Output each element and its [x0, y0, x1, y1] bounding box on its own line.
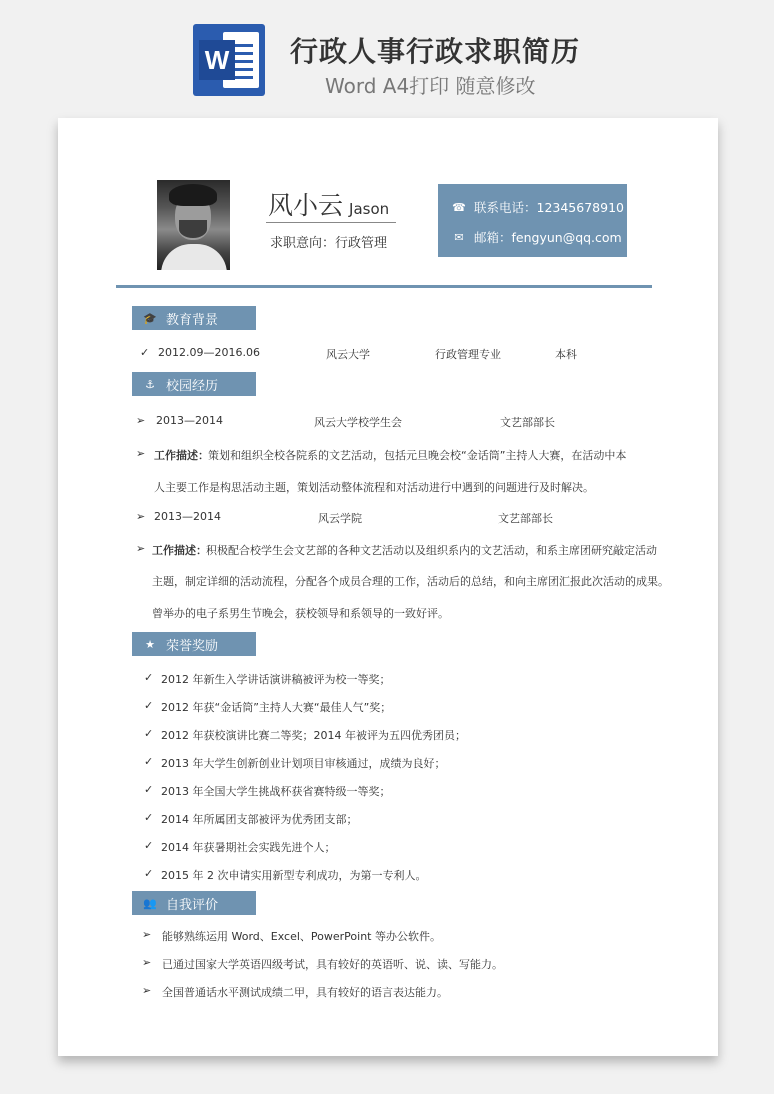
- medal-icon: ★: [145, 637, 155, 651]
- anchor-icon: ⚓: [145, 377, 155, 391]
- check-icon: ✓: [144, 811, 154, 824]
- resume-page: [58, 118, 718, 1056]
- check-icon: ✓: [144, 727, 154, 740]
- header-divider: [116, 285, 652, 288]
- campus-org: 风云大学校学生会: [314, 416, 402, 429]
- mail-icon: ✉: [454, 230, 464, 244]
- contact-box: [438, 184, 627, 257]
- section-title: 荣誉奖励: [166, 638, 219, 654]
- name-english: Jason: [349, 200, 390, 218]
- word-logo-letter: W: [199, 40, 235, 80]
- graduation-cap-icon: 🎓: [143, 311, 157, 325]
- edu-degree: 本科: [555, 348, 577, 361]
- desc-line: 主题，制定详细的活动流程，分配各个成员合理的工作，活动后的总结，和向主席团汇报此次活动的成果。: [152, 575, 669, 588]
- arrow-icon: ➢: [136, 542, 146, 555]
- list-item: 2012 年新生入学讲话演讲稿被评为校一等奖；: [161, 673, 391, 686]
- desc-line: 策划和组织全校各院系的文艺活动，包括元旦晚会校“金话筒”主持人大赛，在活动中本: [208, 449, 627, 462]
- section-title: 自我评价: [166, 897, 219, 913]
- list-item: 2014 年所属团支部被评为优秀团支部；: [161, 813, 358, 826]
- campus-period: 2013—2014: [154, 510, 221, 523]
- edu-period: 2012.09—2016.06: [158, 346, 260, 359]
- word-logo-icon: [193, 24, 265, 96]
- desc-line: 人主要工作是构思活动主题，策划活动整体流程和对活动进行中遇到的问题进行及时解决。: [154, 481, 594, 494]
- check-icon: ✓: [140, 346, 150, 359]
- list-item: 2014 年获暑期社会实践先进个人；: [161, 841, 336, 854]
- edu-major: 行政管理专业: [435, 348, 501, 361]
- desc-line: 积极配合校学生会文艺部的各种文艺活动以及组织系内的文艺活动，和系主席团研究敲定活动: [206, 544, 657, 557]
- name-line: [268, 186, 389, 222]
- contact-email: 邮箱：fengyun@qq.com: [474, 230, 622, 245]
- list-item: 2012 年获“金话筒”主持人大赛“最佳人气”奖；: [161, 701, 392, 714]
- section-education: [132, 306, 256, 330]
- campus-role: 文艺部部长: [498, 512, 553, 525]
- job-intent: 求职意向：行政管理: [270, 236, 388, 251]
- section-self-evaluation: [132, 891, 256, 915]
- arrow-icon: ➢: [136, 414, 146, 427]
- check-icon: ✓: [144, 699, 154, 712]
- list-item: 已通过国家大学英语四级考试，具有较好的英语听、说、读、写能力。: [162, 958, 503, 971]
- check-icon: ✓: [144, 839, 154, 852]
- section-campus: [132, 372, 256, 396]
- arrow-icon: ➢: [142, 956, 152, 969]
- check-icon: ✓: [144, 783, 154, 796]
- list-item: 2015 年 2 次申请实用新型专利成功，为第一专利人。: [161, 869, 427, 882]
- list-item: 2012 年获校演讲比赛二等奖；2014 年被评为五四优秀团员；: [161, 729, 466, 742]
- campus-period: 2013—2014: [156, 414, 223, 427]
- phone-icon: ☎: [452, 200, 466, 214]
- banner-subtitle: Word A4打印 随意修改: [325, 74, 536, 98]
- name-chinese: 风小云: [268, 191, 344, 220]
- section-title: 校园经历: [166, 378, 219, 394]
- profile-photo: [157, 180, 230, 270]
- list-item: 全国普通话水平测试成绩二甲，具有较好的语言表达能力。: [162, 986, 448, 999]
- people-icon: 👥: [143, 896, 157, 910]
- banner-title: 行政人事行政求职简历: [290, 35, 581, 68]
- page-banner: [0, 0, 774, 110]
- name-underline: [266, 222, 396, 223]
- arrow-icon: ➢: [136, 447, 146, 460]
- list-item: 2013 年大学生创新创业计划项目审核通过，成绩为良好；: [161, 757, 446, 770]
- desc-label: 工作描述：: [154, 449, 209, 462]
- campus-org: 风云学院: [318, 512, 362, 525]
- desc-label: 工作描述：: [152, 544, 207, 557]
- desc-line: 曾举办的电子系男生节晚会，获校领导和系领导的一致好评。: [152, 607, 449, 620]
- section-title: 教育背景: [166, 312, 219, 328]
- arrow-icon: ➢: [142, 984, 152, 997]
- list-item: 能够熟练运用 Word、Excel、PowerPoint 等办公软件。: [162, 930, 441, 943]
- campus-role: 文艺部部长: [500, 416, 555, 429]
- check-icon: ✓: [144, 671, 154, 684]
- section-honors: [132, 632, 256, 656]
- check-icon: ✓: [144, 755, 154, 768]
- edu-school: 风云大学: [326, 348, 370, 361]
- arrow-icon: ➢: [136, 510, 146, 523]
- list-item: 2013 年全国大学生挑战杯获省赛特级一等奖；: [161, 785, 391, 798]
- check-icon: ✓: [144, 867, 154, 880]
- contact-phone: 联系电话：12345678910: [474, 200, 624, 215]
- arrow-icon: ➢: [142, 928, 152, 941]
